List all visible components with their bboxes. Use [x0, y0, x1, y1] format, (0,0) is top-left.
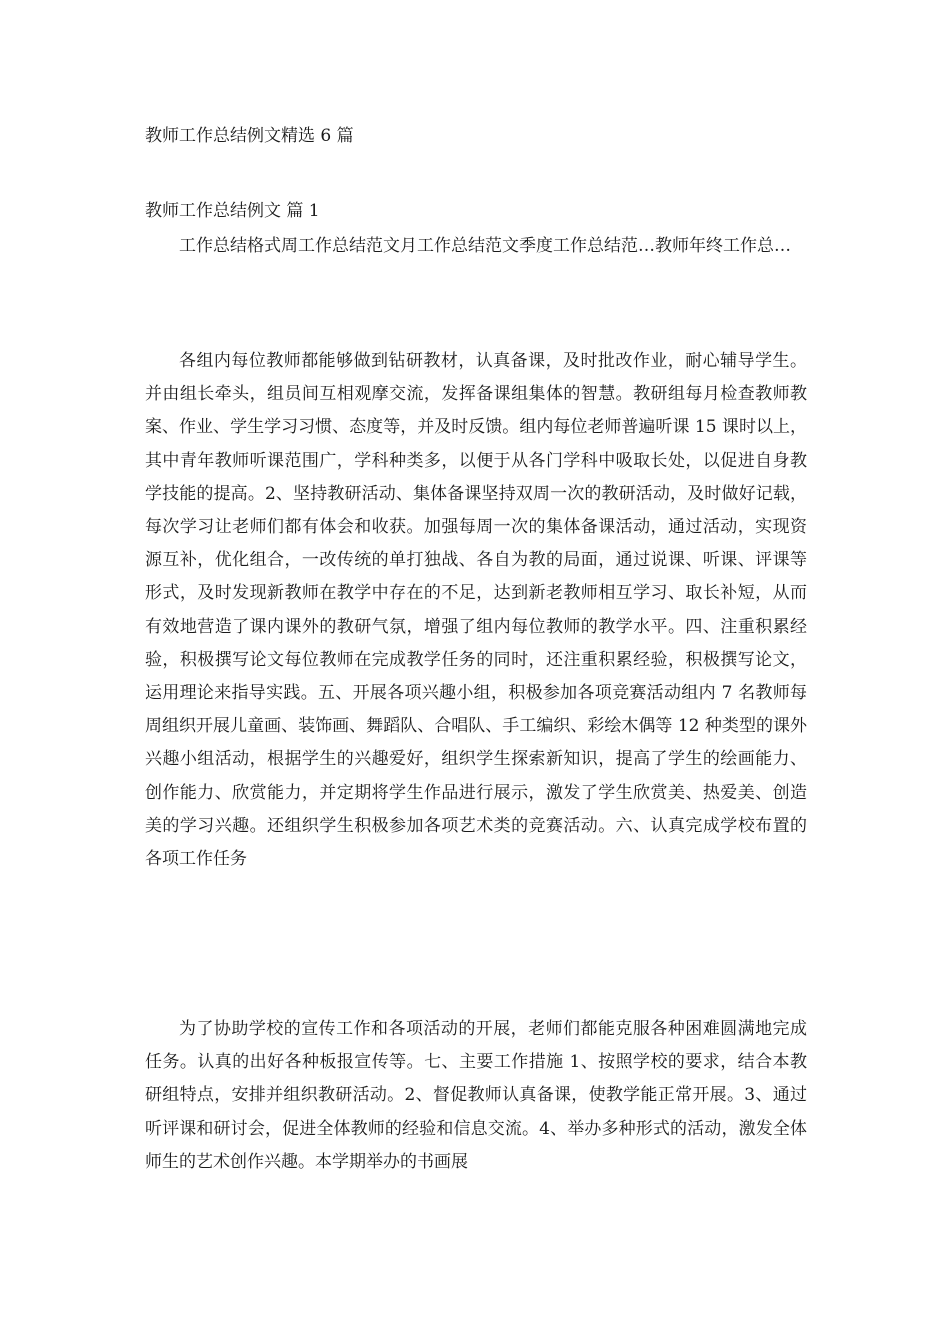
paragraph-body: 各组内每位教师都能够做到钻研教材，认真备课，及时批改作业，耐心辅导学生。并由组长牵头，组员间互相观摩交流，发挥备课组集体的智慧。教研组每月检查教师教案、作业、学生学习习惯、态度等，并及时反馈。组内每位老师普遍听课 15 课时以上，其中青年教师听课范围广，学科种类多，以便于从各门学科中吸取长处，以促进自身教学技能的提高。2、坚持教研活动、集体备课坚持双周一次的教研活动，及时做好记载，每次学习让老师们都有体会和收获。加强每周一次的集体备课活动，通过活动，实现资源互补，优化组合，一改传统的单打独战、各自为教的局面，通过说课、听课、评课等形式，及时发现新教师在教学中存在的不足，达到新老教师相互学习、取长补短，从而有效地营造了课内课外的教研气氛，增强了组内每位教师的教学水平。四、注重积累经验，积极撰写论文每位教师在完成教学任务的同时，还注重积累经验，积极撰写论文，运用理论来指导实践。五、开展各项兴趣小组，积极参加各项竞赛活动组内 7 名教师每周组织开展儿童画、装饰画、舞蹈队、合唱队、手工编织、彩绘木偶等 12 种类型的课外兴趣小组活动，根据学生的兴趣爱好，组织学生探索新知识，提高了学生的绘画能力、创作能力、欣赏能力，并定期将学生作品进行展示，激发了学生欣赏美、热爱美、创造美的学习兴趣。还组织学生积极参加各项艺术类的竞赛活动。六、认真完成学校布置的各项工作任务 [145, 351, 807, 870]
document-title: 教师工作总结例文精选 6 篇 [145, 126, 354, 146]
paragraph-intro: 工作总结格式周工作总结范文月工作总结范文季度工作总结范…教师年终工作总… [179, 236, 791, 256]
section-heading: 教师工作总结例文 篇 1 [145, 201, 320, 221]
paragraph-continuation: 为了协助学校的宣传工作和各项活动的开展，老师们都能克服各种困难圆满地完成任务。认真的出好各种板报宣传等。七、主要工作措施 1、按照学校的要求，结合本教研组特点，安排并组织教研活动。2、督促教师认真备课，使教学能正常开展。3、通过听评课和研讨会，促进全体教师的经验和信息交流。4、举办多种形式的活动，激发全体师生的艺术创作兴趣。本学期举办的书画展 [145, 1019, 807, 1172]
